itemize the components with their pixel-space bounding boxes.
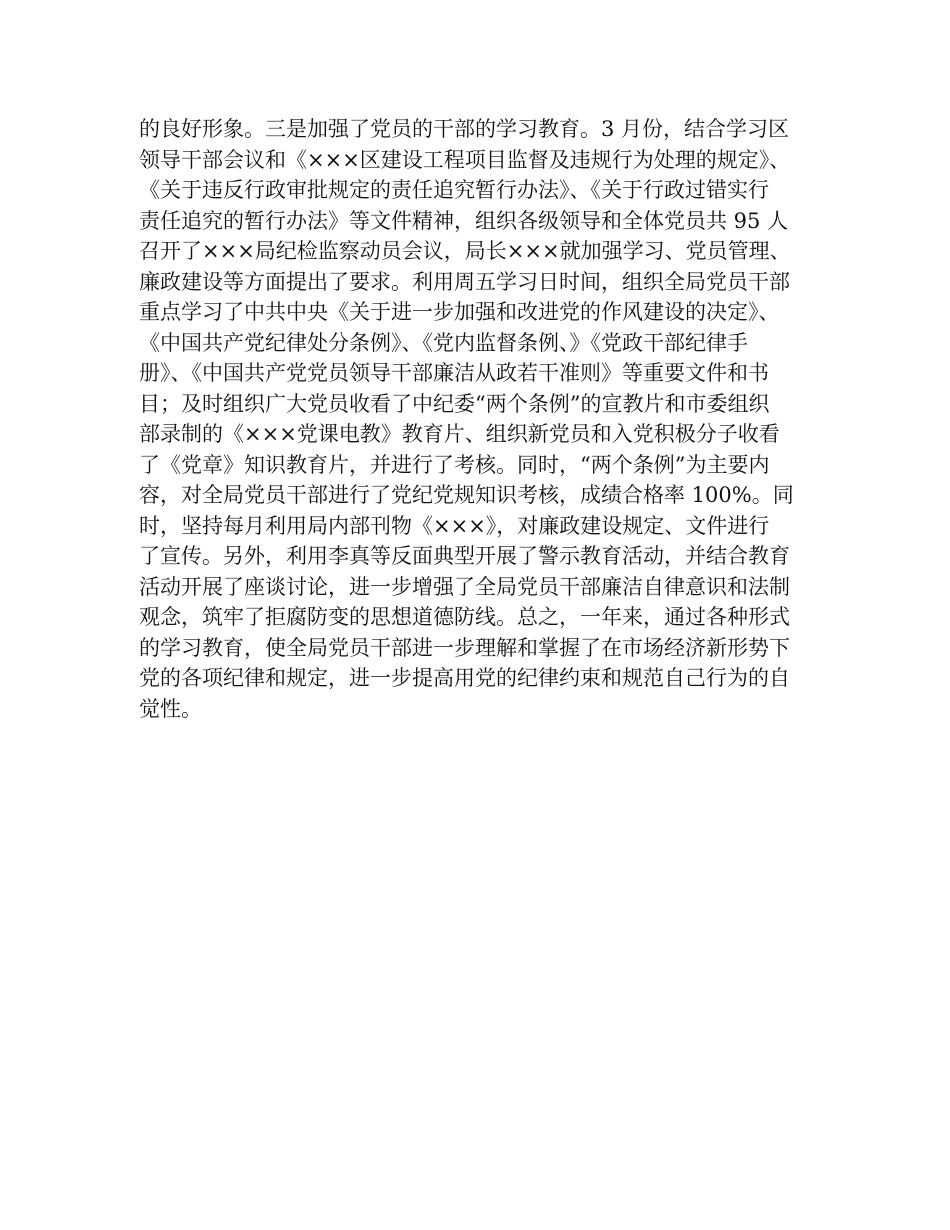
paragraph-line: 目；及时组织广大党员收看了中纪委“两个条例”的宣教片和市委组织	[139, 391, 770, 416]
paragraph-line: 时，坚持每月利用局内部刊物《×××》，对廉政建设规定、文件进行	[139, 513, 770, 538]
paragraph-line: 廉政建设等方面提出了要求。利用周五学习日时间，组织全局党员干部	[139, 269, 790, 294]
paragraph-line: 部录制的《×××党课电教》教育片、组织新党员和入党积极分子收看	[139, 422, 780, 446]
paragraph-line: 觉性。	[139, 696, 202, 721]
paragraph-line: 《关于违反行政审批规定的责任追究暂行办法》、《关于行政过错实行	[139, 178, 769, 202]
body-paragraph	[139, 114, 829, 724]
paragraph-line: 了《党章》知识教育片，并进行了考核。同时，“两个条例”为主要内	[139, 452, 770, 477]
paragraph-line: 重点学习了中共中央《关于进一步加强和改进党的作风建设的决定》、	[139, 300, 780, 324]
paragraph-line: 党的各项纪律和规定，进一步提高用党的纪律约束和规范自己行为的自	[139, 666, 790, 690]
paragraph-line: 责任追究的暂行办法》等文件精神，组织各级领导和全体党员共 95 人	[139, 208, 789, 233]
paragraph-line: 观念，筑牢了拒腐防变的思想道德防线。总之，一年来，通过各种形式	[139, 605, 790, 629]
paragraph-line: 册》、《中国共产党党员领导干部廉洁从政若干准则》等重要文件和书	[139, 361, 769, 385]
paragraph-line: 《中国共产党纪律处分条例》、《党内监督条例、》《党政干部纪律手	[139, 330, 748, 355]
paragraph-line: 领导干部会议和《×××区建设工程项目监督及违规行为处理的规定》、	[139, 147, 791, 172]
paragraph-line: 容，对全局党员干部进行了党纪党规知识考核，成绩合格率 100%。同	[139, 483, 794, 507]
paragraph-line: 的学习教育，使全局党员干部进一步理解和掌握了在市场经济新形势下	[139, 635, 790, 660]
paragraph-line: 的良好形象。三是加强了党员的干部的学习教育。3 月份，结合学习区	[139, 117, 790, 141]
paragraph-line: 了宣传。另外，利用李真等反面典型开展了警示教育活动，并结合教育	[139, 544, 790, 568]
paragraph-line: 召开了×××局纪检监察动员会议，局长×××就加强学习、党员管理、	[139, 239, 791, 263]
paragraph-line: 活动开展了座谈讨论，进一步增强了全局党员干部廉洁自律意识和法制	[139, 574, 790, 599]
